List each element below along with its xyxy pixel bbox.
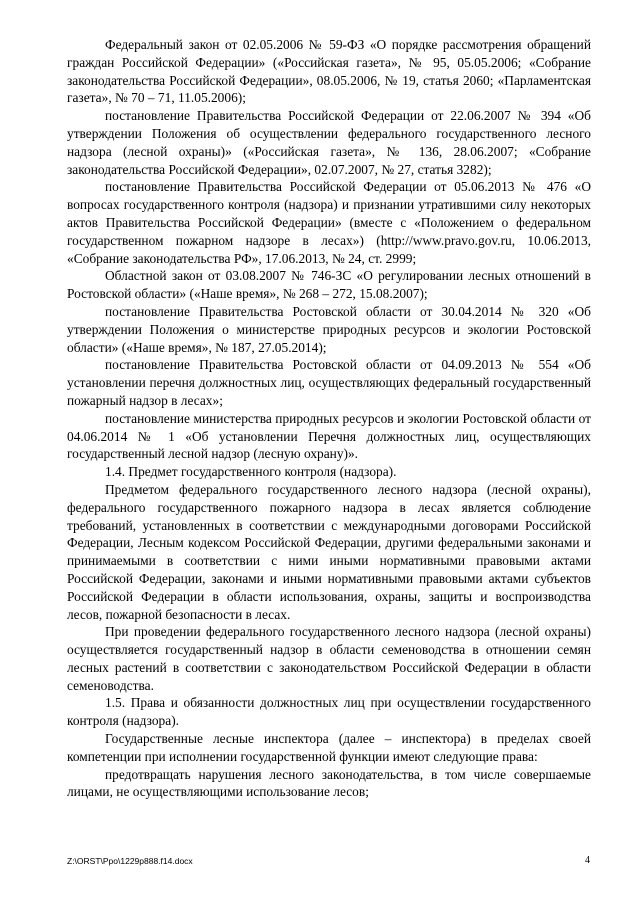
paragraph-resolution-394: постановление Правительства Российской Федерации от 22.06.2007 № 394 «Об утверждении Положения об осуществлении федерального государственного лесного надзора (лесной охраны)» («Российская газета», № 136, 28.06.2007; «Собрание законодательства Российской Федерации», 02.07.2007, № 27, статья 3282); [67,108,591,177]
section-heading-1-4: 1.4. Предмет государственного контроля (надзора). [105,464,397,480]
footer-file-path: Z:\ORST\Ppo\1229p888.f14.docx [67,856,193,866]
paragraph-prevent-violations: предотвращать нарушения лесного законодательства, в том числе совершаемые лицами, не осуществляющими использование лесов; [67,766,591,800]
paragraph-ministry-resolution-1: постановление министерства природных ресурсов и экологии Ростовской области от 04.06.2014 № 1 «Об установлении Перечня должностных лиц, осуществляющих государственный лесной надзор (лесную охрану)». [67,410,591,462]
section-heading-1-5: 1.5. Права и обязанности должностных лиц при осуществлении государственного контроля (надзора). [67,695,591,729]
paragraph-regional-law-746: Областной закон от 03.08.2007 № 746-ЗС «О регулировании лесных отношений в Ростовской области» («Наше время», № 268 – 272, 15.08.2007); [67,268,591,302]
paragraph-inspectors-rights: Государственные лесные инспектора (далее – инспектора) в пределах своей компетенции при исполнении государственной функции имеют следующие права: [67,731,591,764]
paragraph-resolution-320: постановление Правительства Ростовской области от 30.04.2014 № 320 «Об утверждении Положения о министерстве природных ресурсов и экологии Ростовской области» («Наше время», № 187, 27.05.2014); [67,303,591,355]
paragraph-subject-of-control: Предметом федерального государственного лесного надзора (лесной охраны), федерального государственного пожарного надзора в лесах является соблюдение требований, установленных в соответствии с международными договорами Российской Федерации, Лесным кодексом Российской Федерации, другими федеральными законами и принимаемыми в соответствии с ними иными нормативными правовыми актами Российской Федерации, законами и иными нормативными правовыми актами субъектов Российской Федерации в области использования, охраны, защиты и воспроизводства лесов, пожарной безопасности в лесах. [67,481,591,622]
paragraph-resolution-554: постановление Правительства Ростовской области от 04.09.2013 № 554 «Об установлении перечня должностных лиц, осуществляющих федеральный государственный пожарный надзор в лесах»; [67,357,591,408]
paragraph-seed-supervision: При проведении федерального государственного лесного надзора (лесной охраны) осуществляется государственный надзор в области семеноводства в отношении семян лесных растений в соответствии с законодательством Российской Федерации в области семеноводства. [67,624,591,693]
document-body [67,36,591,801]
paragraph-law-59fz: Федеральный закон от 02.05.2006 № 59-ФЗ «О порядке рассмотрения обращений граждан Российской Федерации» («Российская газета», № 95, 05.05.2006; «Собрание законодательства Российской Федерации», 08.05.2006, № 19, статья 2060; «Парламентская газета», № 70 – 71, 11.05.2006); [67,37,591,106]
page-number: 4 [585,855,590,866]
paragraph-resolution-476: постановление Правительства Российской Федерации от 05.06.2013 № 476 «О вопросах государственного контроля (надзора) и признании утратившими силу некоторых актов Правительства Российской Федерации» (вместе с «Положением о федеральном государственном пожарном надзоре в лесах») (http://www.pravo.gov.ru, 10.06.2013, «Собрание законодательства РФ», 17.06.2013, № 24, ст. 2999; [67,179,591,266]
